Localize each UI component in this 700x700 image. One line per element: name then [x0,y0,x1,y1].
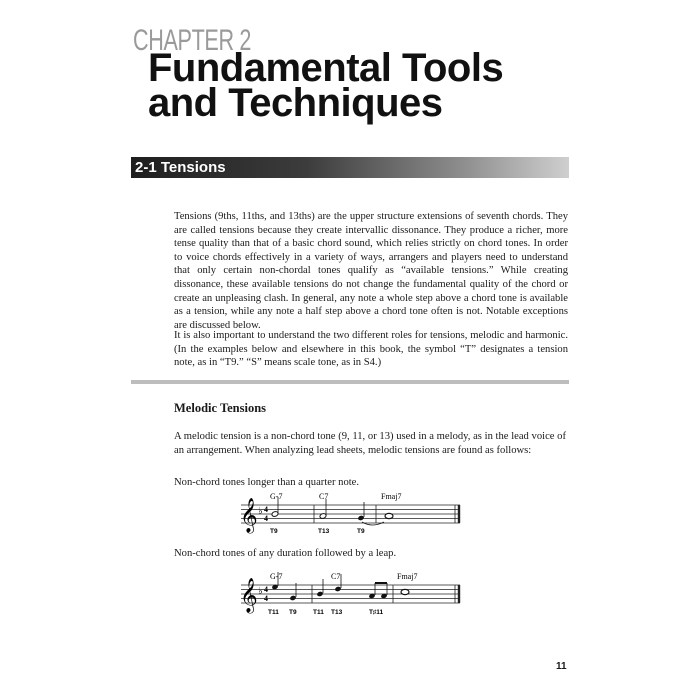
chord-symbol: Fmaj7 [381,492,402,501]
tension-label: T11 [268,609,279,616]
section-heading: 2-1 Tensions [135,159,226,176]
chord-symbol: G-7 [270,572,283,581]
subsection-heading: Melodic Tensions [174,401,267,415]
tension-label: T9 [289,609,297,616]
time-signature-top: 4 [264,505,268,514]
key-signature-flat-icon: ♭ [258,506,263,517]
chord-symbol: G-7 [270,492,283,501]
tension-label: T9 [270,528,278,535]
body-paragraph-1: Tensions (9ths, 11ths, and 13ths) are the upper structure extensions of seventh chords. They are called tensions because they create intervallic dissonance. They produce a richer, more tense quality than that of a basic chord sound, which relies strictly on chord tones. In order to voice chords effectively in a variety of ways, arrangers and players need to understand that only certain non-chordal tones qualify as “available tensions.” While creating dissonance, these available tensions do not change the fundamental quality of the chord or create an unpleasing clash. In general, any note a whole step above a chord tone is available as a tension, while any note a half step above a chord tone often is not. Notable exceptions are discussed below. [174,211,568,331]
tension-label: T11 [313,609,324,616]
note-quarter [316,579,323,597]
tension-label: T13 [318,528,330,535]
time-signature-top: 4 [264,585,268,594]
treble-clef-icon: 𝄞 [240,578,258,613]
key-signature-flat-icon: ♭ [258,586,263,597]
tension-label: T13 [331,609,343,616]
chord-symbol: Fmaj7 [397,572,418,581]
example-1-caption: Non-chord tones longer than a quarter note. [174,477,360,488]
note-quarter [289,583,296,601]
time-signature-bottom: 4 [264,514,268,523]
chord-symbol: C7 [319,492,329,501]
subsection-paragraph: A melodic tension is a non-chord tone (9, 11, or 13) used in a melody, as in the lead voice of an arrangement. When analyzing lead sheets, melodic tensions are found as follows: [174,431,566,456]
tension-label: T9 [357,528,365,535]
time-signature-bottom: 4 [264,594,268,603]
tension-label: T♯11 [369,609,384,616]
chapter-title-line-2: and Techniques [148,81,443,125]
example-2-caption: Non-chord tones of any duration followed by a leap. [174,548,397,559]
treble-clef-icon: 𝄞 [240,498,258,533]
page-number: 11 [556,661,567,672]
chapter-label: CHAPTER 2 [133,24,251,57]
body-paragraph-2: It is also important to understand the two different roles for tensions, melodic and harmonic. (In the examples below and elsewhere in this book, the symbol “T” designates a tension note, as in “T9.” “S” means scale tone, as in S4.) [174,330,568,369]
note-eighth-pair [368,583,387,599]
chapter-title-line-1: Fundamental Tools [148,46,504,90]
chord-symbol: C7 [331,572,341,581]
note-whole [401,589,409,594]
